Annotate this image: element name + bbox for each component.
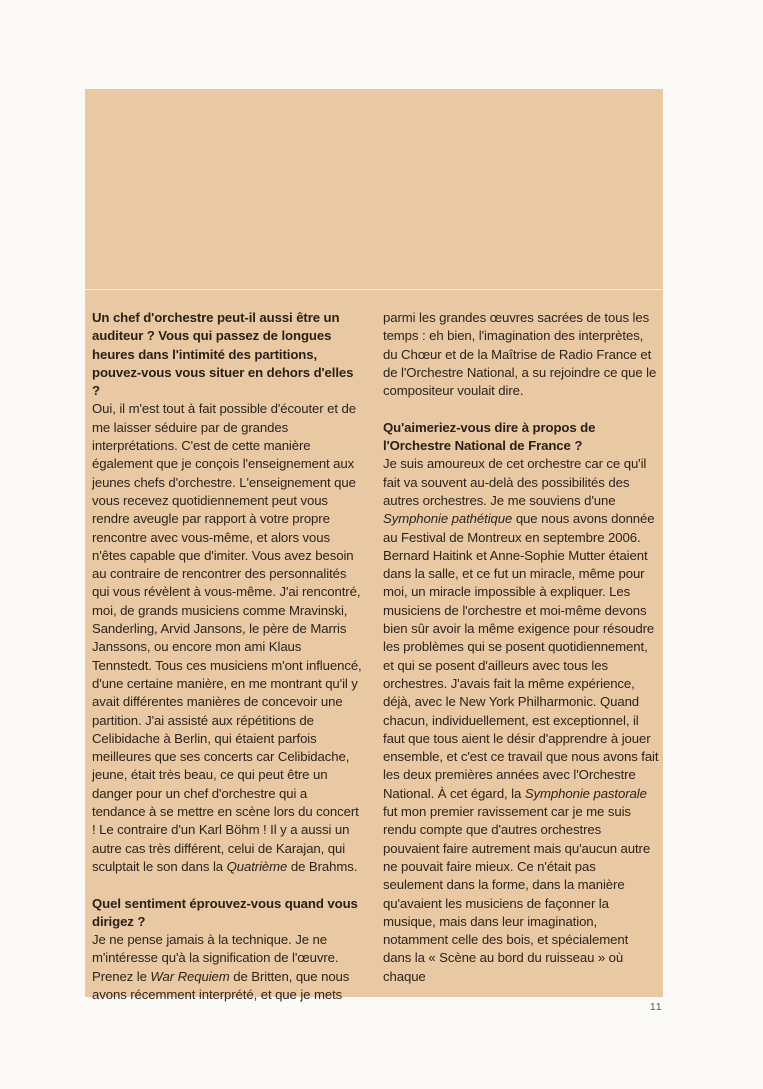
answer-text: fut mon premier ravissement car je me suis rendu compte que d'autres orchestres pouvaient faire autrement mais qu'aucun autre ne pouvait faire mieux. Ce n'était pas seulement dans la forme, dans la manière qu'avaient les musiciens de façonner la musique, mais dans leur imagination, notamment celle des bois, et spécialement dans la « Scène au bord du ruisseau » où chaque xyxy=(383,804,651,984)
right-column xyxy=(383,309,659,986)
work-title: Symphonie pastorale xyxy=(524,785,647,801)
answer-text: Oui, il m'est tout à fait possible d'écouter et de me laisser séduire par de grandes interprétations. C'est de cette manière également que je conçois l'enseignement aux jeunes chefs d'orchestre. L'enseignement que vous recevez quotidiennement peut vous rendre aveugle par rapport à votre propre rencontre avec vous-même, et alors vous n'êtes capable que d'imiter. Vous avez besoin au contraire de rencontrer des personnalités qui vous révèlent à vous-même. J'ai rencontré, moi, de grands musiciens comme Mravinski, Sanderling, Arvid Jansons, le père de Marris Janssons, ou encore mon ami Klaus Tennstedt. Tous ces musiciens m'ont influencé, d'une certaine manière, en me montrant qu'il y avait différentes manières de concevoir une partition. J'ai assisté aux répétitions de Celibidache à Berlin, qui étaient parfois meilleures que ses concerts car Celibidache, jeune, était très beau, ce qui peut être un danger pour un chef d'orchestre qui a tendance à se mettre en scène lors du concert ! Le contraire d'un Karl Böhm ! Il y a aussi un autre cas très différent, celui de Karajan, qui sculptait le son dans la xyxy=(92,401,362,874)
page-number: 11 xyxy=(650,1002,663,1013)
answer-text: de Brahms. xyxy=(290,858,358,874)
answer-text: de Britten, que nous avons récemment interprété, et que je mets xyxy=(92,968,350,1002)
left-column xyxy=(92,309,364,1004)
answer-paragraph xyxy=(383,455,659,986)
work-title: War Requiem xyxy=(150,968,230,984)
answer-paragraph xyxy=(92,400,364,876)
image-area-divider xyxy=(85,289,663,290)
answer-paragraph: parmi les grandes œuvres sacrées de tous les temps : eh bien, l'imagination des interprètes, du Chœur et de la Maîtrise de Radio France et de l'Orchestre National, a su rejoindre ce que le compositeur voulait dire. xyxy=(383,310,657,399)
answer-text: Je suis amoureux de cet orchestre car ce qu'il fait va souvent au-delà des possibilités des autres orchestres. Je me souviens d'une xyxy=(383,456,647,508)
answer-text: Je ne pense jamais à la technique. Je ne m'intéresse qu'à la signification de l'œuvre. Prenez le xyxy=(92,932,339,984)
question-heading: Un chef d'orchestre peut-il aussi être un auditeur ? Vous qui passez de longues heures dans l'intimité des partitions, pouvez-vous vous situer en dehors d'elles ? xyxy=(92,310,354,399)
work-title: Quatrième xyxy=(226,858,288,874)
work-title: Symphonie pathétique xyxy=(383,511,513,527)
question-heading: Quel sentiment éprouvez-vous quand vous dirigez ? xyxy=(92,895,358,929)
question-heading: Qu'aimeriez-vous dire à propos de l'Orchestre National de France ? xyxy=(383,419,596,454)
answer-paragraph xyxy=(92,931,364,1004)
answer-text: que nous avons donnée au Festival de Montreux en septembre 2006. Bernard Haitink et Anne-Sophie Mutter étaient dans la salle, et ce fut un miracle, même pour moi, un miracle impossible à expliquer. Les musiciens de l'orchestre et moi-même devons bien sûr avoir la même exigence pour résoudre les problèmes qui se posent quotidiennement, et qui se posent d'ailleurs avec tous les orchestres. J'avais fait la même expérience, déjà, avec le New York Philharmonic. Quand chacun, individuellement, est exceptionnel, il faut que tous aient le désir d'apprendre à jouer ensemble, et c'est ce travail que nous avons fait les deux premières années avec l'Orchestre National. À cet égard, la xyxy=(383,511,659,801)
